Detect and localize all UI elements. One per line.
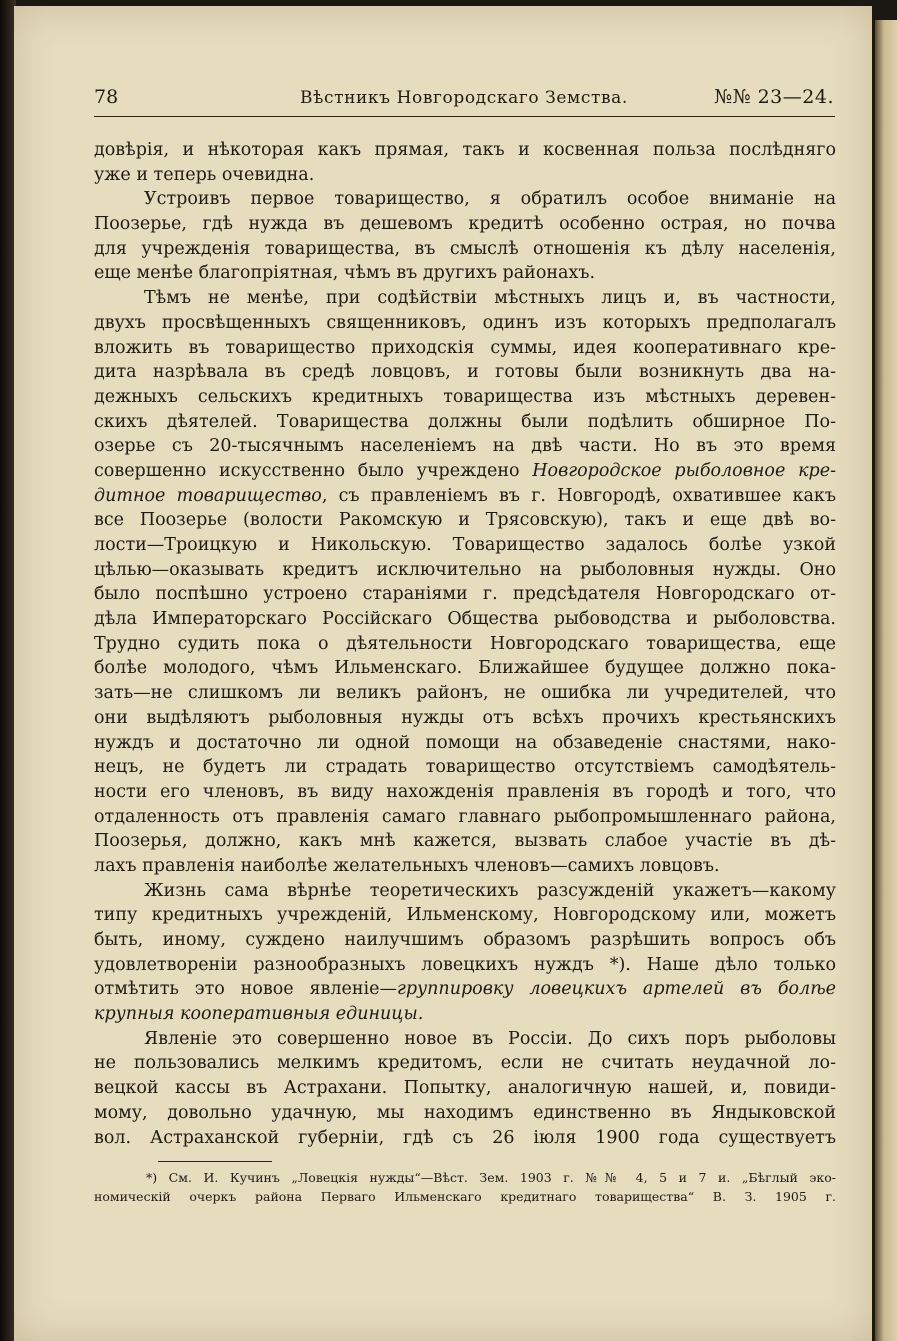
footnote-line: номическій очеркъ района Перваго Ильменскаго кредитнаго товарищества“ В. З. 1905 г. (94, 1189, 836, 1204)
text-line: быть, иному, суждено наилучшимъ образомъ разрѣшить вопросъ объ (94, 930, 836, 950)
text-line: дѣла Императорскаго Россійскаго Общества рыбоводства и рыболовства. (94, 609, 836, 630)
footnote-line: *) См. И. Кучинъ „Ловецкія нужды“—Вѣст. Зем. 1903 г. №№ 4, 5 и 7 и. „Бѣглый эко- (146, 1170, 836, 1185)
text-line: Устроивъ первое товарищество, я обратилъ особое вниманіе на (144, 189, 836, 210)
text-line: Поозерья, должно, какъ мнѣ кажется, вызвать слабое участіе въ дѣ- (94, 831, 836, 852)
text-line: цѣлью—оказывать кредитъ исключительно на рыболовныя нужды. Оно (94, 559, 836, 580)
text-line: совершенно искусственно было учреждено Новгородское рыболовное кре- (94, 460, 837, 481)
text-line: нецъ, не будетъ ли страдать товарищество отсутствіемъ самодѣятель- (94, 757, 836, 778)
header-rule (94, 116, 835, 117)
text-line: было поспѣшно устроено стараніями г. предсѣдателя Новгородскаго от- (94, 584, 836, 605)
adjacent-page-edge (875, 20, 897, 1341)
text-line: все Поозерье (волости Ракомскую и Трясовскую), такъ и еще двѣ во- (94, 510, 836, 531)
text-line: не пользовались мелкимъ кредитомъ, если не считать неудачной ло- (94, 1053, 836, 1074)
text-line: уже и теперь очевидна. (94, 164, 315, 185)
text-line: мому, довольно удачную, мы находимъ единственно въ Яндыковской (94, 1102, 836, 1123)
page-number: 78 (94, 86, 119, 108)
text-line: отдаленность отъ правленія самаго главнаго рыбопромышленнаго района, (94, 806, 836, 827)
text-line: зать—не слишкомъ ли великъ районъ, не ошибка ли учредителей, что (94, 683, 836, 704)
text-line: Тѣмъ не менѣе, при содѣйствіи мѣстныхъ лицъ и, въ частности, (144, 288, 836, 309)
text-line: нуждъ и достаточно ли одной помощи на обзаведеніе снастями, нако- (94, 732, 836, 753)
text-line: вол. Астраханской губерніи, гдѣ съ 26 іюля 1900 года существуетъ (94, 1127, 836, 1148)
text-line: удовлетвореніи разнообразныхъ ловецкихъ нуждъ *). Наше дѣло только (94, 954, 836, 975)
text-line: они выдѣляютъ рыболовныя нужды отъ всѣхъ прочихъ крестьянскихъ (94, 707, 836, 728)
text-line: Трудно судить пока о дѣятельности Новгородскаго товарищества, еще (94, 633, 836, 654)
text-line: типу кредитныхъ учрежденій, Ильменскому, Новгородскому или, можетъ (94, 905, 836, 926)
text-line: дитное товарищество, съ правленіемъ въ г. Новгородѣ, охватившее какъ (94, 485, 836, 506)
text-line: крупныя кооперативныя единицы. (94, 1004, 424, 1025)
text-line: дита назрѣвала въ средѣ ловцовъ, и готовы были возникнуть два на- (94, 362, 836, 383)
footnote-rule (158, 1161, 272, 1162)
text-line: ности его членовъ, въ виду нахожденія правленія въ городѣ и того, что (94, 781, 836, 802)
text-line: Явленіе это совершенно новое въ Россіи. До сихъ поръ рыболовы (144, 1028, 836, 1049)
text-line: скихъ дѣятелей. Товарищества должны были подѣлить обширное По- (94, 411, 836, 432)
journal-title: Вѣстникъ Новгородскаго Земства. (300, 88, 628, 108)
text-line: довѣрія, и нѣкоторая какъ прямая, такъ и косвенная польза послѣдняго (94, 140, 836, 160)
footnote (94, 1168, 836, 1206)
text-line: Поозерье, гдѣ нужда въ дешевомъ кредитѣ особенно острая, но почва (94, 214, 836, 235)
text-line: вецкой кассы въ Астрахани. Попытку, аналогичную нашей, и, повиди- (94, 1078, 836, 1099)
text-line: лахъ правленія наиболѣе желательныхъ членовъ—самихъ ловцовъ. (94, 855, 720, 876)
text-line: еще менѣе благопріятная, чѣмъ въ другихъ районахъ. (94, 263, 596, 284)
text-line: для учрежденія товарищества, въ смыслѣ отношенія къ дѣлу населенія, (94, 238, 836, 259)
text-line: отмѣтить это новое явленіе—группировку ловецкихъ артелей въ болѣе (94, 979, 836, 1000)
running-header (94, 82, 834, 114)
text-line: дежныхъ сельскихъ кредитныхъ товарищества изъ мѣстныхъ деревен- (94, 386, 836, 407)
text-line: озерье съ 20-тысячнымъ населеніемъ на двѣ части. Но въ это время (94, 436, 836, 457)
text-line: двухъ просвѣщенныхъ священниковъ, одинъ изъ которыхъ предполагалъ (94, 312, 836, 333)
issue-number: №№ 23—24. (714, 86, 834, 108)
main-text (94, 138, 836, 1150)
text-line: Жизнь сама вѣрнѣе теоретическихъ разсужденій укажетъ—какому (144, 880, 836, 901)
text-line: болѣе молодого, чѣмъ Ильменскаго. Ближайшее будущее должно пока- (94, 658, 836, 679)
text-line: вложить въ товарищество приходскія суммы, идея кооперативнаго кре- (94, 337, 836, 358)
text-line: лости—Троицкую и Никольскую. Товарищество задалось болѣе узкой (94, 535, 836, 555)
